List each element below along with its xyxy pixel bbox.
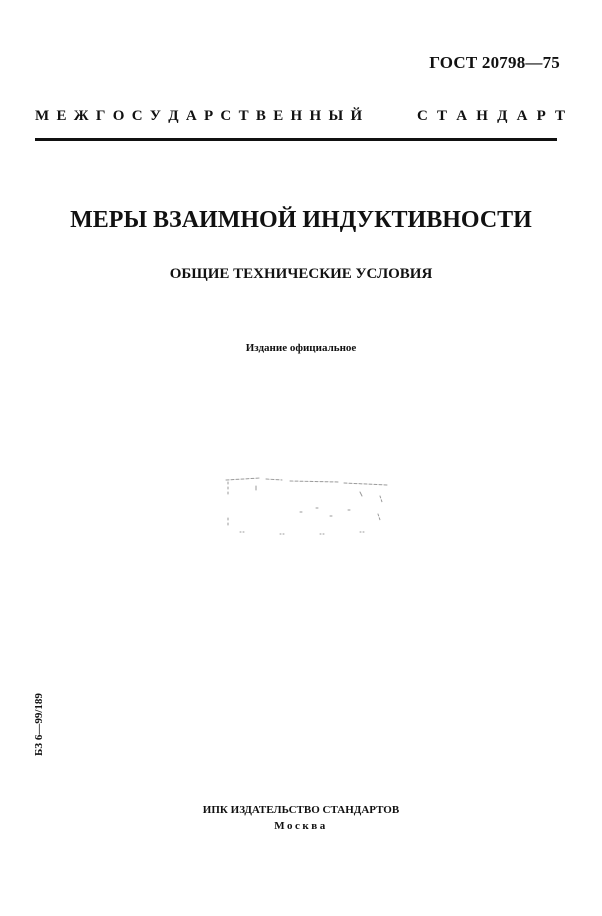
banner-letter: Й: [350, 108, 363, 124]
banner-letter: Т: [436, 108, 447, 124]
banner-letter: Е: [56, 108, 67, 124]
banner-letter: В: [255, 108, 266, 124]
banner-letter: Ж: [73, 108, 89, 124]
publisher-name: ИПК ИЗДАТЕЛЬСТВО СТАНДАРТОВ: [202, 804, 400, 816]
gost-number: ГОСТ 20798—75: [429, 53, 560, 72]
banner-letter: А: [516, 108, 528, 124]
banner-letter: У: [149, 108, 161, 124]
faded-stamp-marks: [220, 472, 392, 542]
banner-letter: Р: [203, 108, 214, 124]
banner-letter: Д: [168, 108, 179, 124]
standard-type-word-standard: [417, 108, 565, 125]
banner-letter: А: [185, 108, 197, 124]
banner-letter: Ы: [328, 108, 344, 124]
banner-letter: С: [131, 108, 143, 124]
banner-letter: Г: [95, 108, 106, 124]
side-catalog-code: БЗ 6—99/189: [33, 693, 45, 756]
document-title: МЕРЫ ВЗАИМНОЙ ИНДУКТИВНОСТИ: [70, 207, 532, 233]
banner-letter: М: [35, 108, 50, 124]
publisher-city: Москва: [274, 820, 328, 832]
banner-letter: С: [220, 108, 232, 124]
banner-letter: А: [456, 108, 468, 124]
banner-letter: Р: [536, 108, 546, 124]
edition-note: Издание официальное: [245, 342, 357, 354]
header-divider-rule: [35, 138, 557, 141]
banner-letter: С: [416, 108, 428, 124]
banner-letter: О: [112, 108, 125, 124]
banner-letter: Н: [290, 108, 303, 124]
document-subtitle: ОБЩИЕ ТЕХНИЧЕСКИЕ УСЛОВИЯ: [169, 266, 433, 282]
banner-letter: Н: [476, 108, 488, 124]
banner-letter: Т: [554, 108, 565, 124]
banner-letter: Т: [238, 108, 249, 124]
standard-type-banner: [35, 108, 565, 125]
banner-letter: Е: [273, 108, 284, 124]
standard-type-word-interstate: [35, 108, 362, 125]
banner-letter: Н: [309, 108, 322, 124]
banner-letter: Д: [497, 108, 508, 124]
